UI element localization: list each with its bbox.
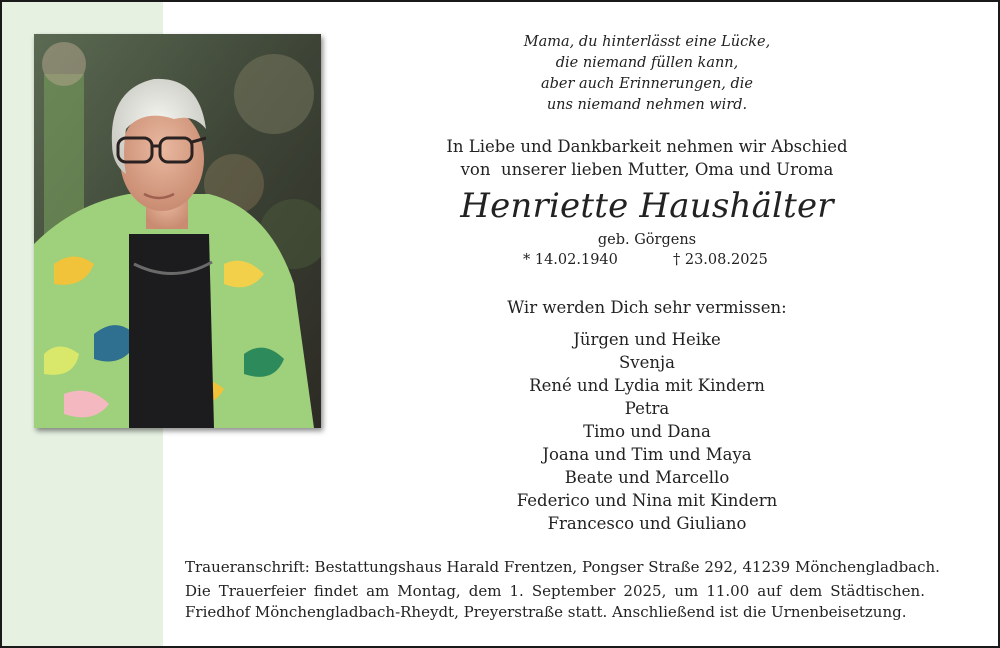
birth-date: * 14.02.1940 xyxy=(523,252,618,268)
ceremony-details: Die Trauerfeier findet am Montag, dem 1. September 2025, um 11.00 auf dem Städtischen. Friedhof Mönchengladbach-Rheydt, Preyerstraße statt. Anschließend ist die Urnenbeisetzung. xyxy=(185,582,925,621)
poem-line: uns niemand nehmen wird. xyxy=(546,97,748,113)
mourner-entry: Federico und Nina mit Kindern xyxy=(516,491,778,510)
mourner-entry: Joana und Tim und Maya xyxy=(542,445,752,464)
footer-info xyxy=(185,557,940,623)
poem xyxy=(382,32,912,116)
mourner-entry: Timo und Dana xyxy=(583,422,711,441)
intro-line: von unserer lieben Mutter, Oma und Uroma xyxy=(460,160,834,179)
mourner-entry: René und Lydia mit Kindern xyxy=(529,376,765,395)
mourner-entry: Svenja xyxy=(619,353,675,372)
portrait-photo xyxy=(34,34,321,428)
farewell-intro xyxy=(382,135,912,181)
mourner-entry: Francesco und Giuliano xyxy=(547,514,747,533)
mourners-list xyxy=(382,328,912,535)
mourner-entry: Petra xyxy=(624,399,670,418)
maiden-name: geb. Görgens xyxy=(597,232,697,248)
mourner-entry: Beate und Marcello xyxy=(564,468,730,487)
mourner-entry: Jürgen und Heike xyxy=(573,330,721,349)
mourners-heading: Wir werden Dich sehr vermissen: xyxy=(507,298,787,317)
death-date: † 23.08.2025 xyxy=(673,252,768,268)
poem-line: die niemand füllen kann, xyxy=(555,55,739,71)
deceased-name: Henriette Haushälter xyxy=(460,186,834,226)
intro-line: In Liebe und Dankbarkeit nehmen wir Abschied xyxy=(446,137,848,156)
mourning-address: Traueranschrift: Bestattungshaus Harald Frentzen, Pongser Straße 292, 41239 Mönchengladbach. xyxy=(185,558,940,576)
poem-line: aber auch Erinnerungen, die xyxy=(540,76,754,92)
poem-line: Mama, du hinterlässt eine Lücke, xyxy=(523,34,771,50)
